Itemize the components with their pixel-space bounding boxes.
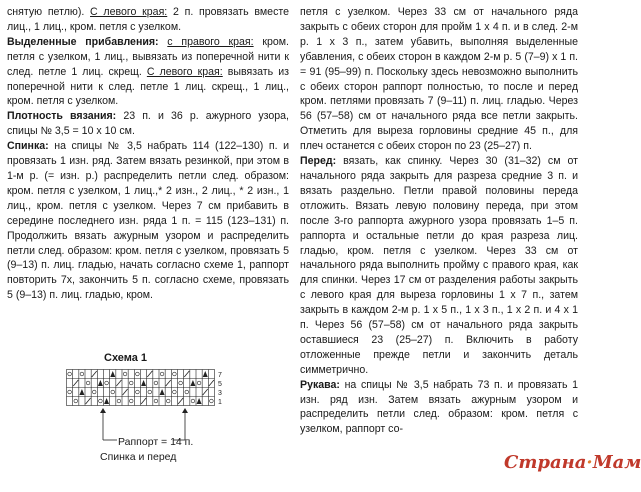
yarn-over-symbol: [92, 390, 96, 394]
yarn-over-symbol: [179, 381, 183, 385]
k2tog-symbol: [86, 398, 91, 404]
decrease-symbol: [197, 398, 202, 404]
paragraph-back: Спинка: на спицы № 3,5 набрать 114 (122–130) п. и провязать 1 изн. ряд. Затем вязать резинкой, при этом в 1-м р. (= изн. р.) распределить петли след. образом: кром. петля с узелком, 1 лиц.,* 2 изн., 2 лиц., * 2 изн., 1 лиц., кром. петля с узелком. Через 7 см прибавить в середине последнего изн. ряда 1 п. = 115 (123–131) п. Продолжить вязать ажурным узором и распределить петли след. образом: кром. петля с узелком, провязать 5 (9–13) п. лиц. гладью, начать согласно схеме 1, раппорт повторить 7х, закончить 5 п. согласно схеме, провязать 5 (9–13) п. лиц. гладью, кром.: [7, 140, 289, 302]
decrease-symbol: [98, 380, 103, 386]
k2tog-symbol: [73, 380, 78, 386]
yarn-over-symbol: [123, 372, 127, 376]
row-number: 1: [218, 399, 222, 406]
yarn-over-symbol: [154, 399, 158, 403]
k2tog-symbol: [147, 371, 152, 377]
k2tog-symbol: [203, 389, 208, 395]
yarn-over-symbol: [197, 381, 201, 385]
yarn-over-symbol: [129, 381, 133, 385]
yarn-over-symbol: [80, 372, 84, 376]
yarn-over-symbol: [160, 372, 164, 376]
paragraph-increases: Выделенные прибавления: с правого края: кром. петля с узелком, 1 лиц., вывязать из поперечной нити к след. петле 1 лиц. скрещ. С левого края: вывязать из поперечной нити к след. петле 1 лиц. скрещ., 1 лиц., кром. петля с узелком.: [7, 35, 289, 108]
k2tog-symbol: [166, 380, 171, 386]
row-number: 5: [218, 381, 222, 388]
yarn-over-symbol: [105, 381, 109, 385]
yarn-over-symbol: [191, 399, 195, 403]
yarn-over-symbol: [99, 399, 103, 403]
lace-chart: [66, 369, 234, 407]
k2tog-symbol: [209, 380, 214, 386]
right-column: [300, 5, 578, 437]
decrease-symbol: [110, 371, 115, 377]
decrease-symbol: [203, 371, 208, 377]
paragraph-front: Перед: вязать, как спинку. Через 30 (31–32) см от начального ряда закрыть для разреза средние 3 п. и вязать раздельно. Петли правой половины переда отложить. Вязать левую половину переда, при этом после 3-го раппорта ажурного узора провязать 1–5 п. раппорта и остальные петли до края разреза лиц. гладью, кром. петля с узелком. Через 33 см от начального ряда выполнить пройму с правого края, как для спинки. Через 17 см от разделения работы закрыть с левого края для выреза горловины 1 х 7 п., затем закрыть в каждом 2-м р. 1 х 5 п., 1 х 3 п., 1 х 2 п. и 4 х 1 п. Через 56 (57–58) см от начального ряда закрыть оставшиеся 23 (25–27) п. Включить в работу отложенные прежде петли и закончить деталь симметрично.: [300, 155, 578, 376]
yarn-over-symbol: [68, 372, 72, 376]
row-number: 3: [218, 390, 222, 397]
decrease-symbol: [160, 389, 165, 395]
yarn-over-symbol: [74, 399, 78, 403]
yarn-over-symbol: [111, 390, 115, 394]
k2tog-symbol: [184, 371, 189, 377]
yarn-over-symbol: [117, 399, 121, 403]
yarn-over-symbol: [154, 381, 158, 385]
yarn-over-symbol: [148, 390, 152, 394]
k2tog-symbol: [116, 380, 121, 386]
k2tog-symbol: [123, 389, 128, 395]
yarn-over-symbol: [173, 390, 177, 394]
yarn-over-symbol: [68, 390, 72, 394]
decrease-symbol: [190, 380, 195, 386]
paragraph-decreases: снятую петлю). С левого края: 2 п. провязать вместе лиц., 1 лиц., кром. петля с узелком.: [7, 6, 289, 33]
paragraph-back-continued: петля с узелком. Через 33 см от начального ряда закрыть с обеих сторон для пройм 1 х 4 п. и в след. 2-м р. 1 х 3 п., затем убавить, выполняя выделенные убавления, с обеих сторон в каждом 2-м р. 5 (7–9) х 1 п. = 91 (95–99) п. Поскольку здесь невозможно выполнить с обеих сторон раппорт полностью, то после и перед кром. петлями провязать 7 (9–11) п. лиц. гладью. Через 56 (57–58) см от начального ряда все петли закрыть. Отметить для выреза горловины средние 45 п., для плеч останется с обеих сторон по 23 (25–27) п.: [300, 6, 578, 153]
yarn-over-symbol: [210, 399, 214, 403]
row-number: 7: [218, 372, 222, 379]
decrease-symbol: [79, 389, 84, 395]
decrease-symbol: [104, 398, 109, 404]
repeat-label: Раппорт = 14 п.: [118, 436, 194, 448]
yarn-over-symbol: [185, 390, 189, 394]
yarn-over-symbol: [129, 399, 133, 403]
yarn-over-symbol: [136, 390, 140, 394]
yarn-over-symbol: [86, 381, 90, 385]
decrease-symbol: [141, 380, 146, 386]
site-watermark: Страна·Мам: [504, 452, 641, 473]
scheme-caption: Спинка и перед: [100, 451, 177, 463]
yarn-over-symbol: [166, 399, 170, 403]
k2tog-symbol: [92, 371, 97, 377]
yarn-over-symbol: [136, 372, 140, 376]
paragraph-gauge: Плотность вязания: 23 п. и 36 р. ажурного узора, спицы № 3,5 = 10 х 10 см.: [7, 110, 289, 138]
paragraph-sleeves: Рукава: на спицы № 3,5 набрать 73 п. и провязать 1 изн. ряд изн. Затем вязать ажурным узором и распределить петли след. образом: кром. петля с узелком, раппорт со-: [300, 378, 578, 436]
scheme-title: Схема 1: [104, 352, 148, 364]
k2tog-symbol: [141, 398, 146, 404]
left-column: [7, 5, 289, 303]
yarn-over-symbol: [173, 372, 177, 376]
k2tog-symbol: [178, 398, 183, 404]
